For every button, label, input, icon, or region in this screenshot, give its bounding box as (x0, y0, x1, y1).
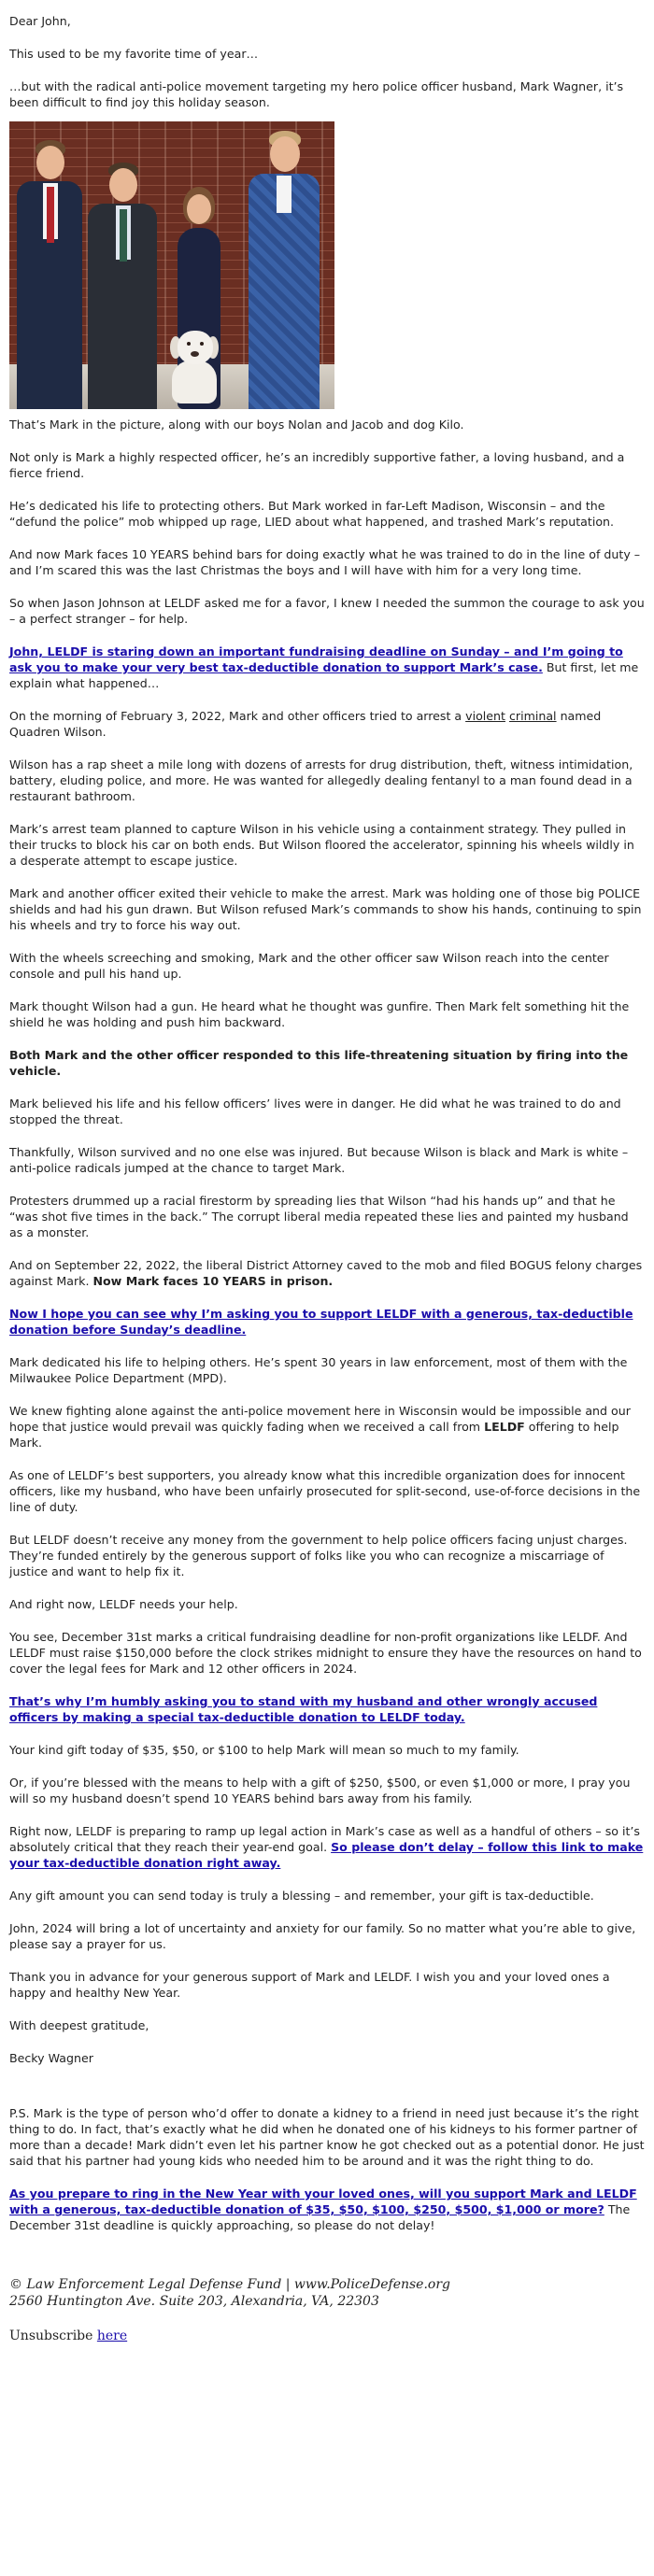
donate-link[interactable]: As you prepare to ring in the New Year with your loved ones, will you support Mark and LELDF with a generous, tax-deductible donation of $35, $50, $100, $250, $500, $1,000 or more? (9, 2187, 637, 2216)
unsubscribe-line: Unsubscribe here (9, 2328, 128, 2343)
footer-address: 2560 Huntington Ave. Suite 203, Alexandria, VA, 22303 (9, 2294, 379, 2309)
greeting: Dear John, (9, 14, 71, 28)
paragraph: Mark and another officer exited their vehicle to make the arrest. Mark was holding one of those big POLICE shields and had his gun drawn. But Wilson refused Mark’s commands to show his hands, continuing to spin his wheels and try to force his way out. (9, 886, 642, 932)
paragraph: Any gift amount you can send today is truly a blessing – and remember, your gift is tax-deductible. (9, 1889, 594, 1903)
paragraph: But LELDF doesn’t receive any money from the government to help police officers facing unjust charges. They’re funded entirely by the generous support of folks like you who can recognize a miscarriage of justice and want to help fix it. (9, 1533, 628, 1578)
photo-caption: That’s Mark in the picture, along with our boys Nolan and Jacob and dog Kilo. (9, 418, 464, 432)
unsubscribe-link[interactable]: here (96, 2328, 128, 2343)
footer (9, 2276, 645, 2310)
closing: With deepest gratitude, (9, 2018, 149, 2032)
paragraph: Mark dedicated his life to helping others. He’s spent 30 years in law enforcement, most of them with the Milwaukee Police Department (MPD). (9, 1355, 628, 1385)
paragraph: John, LELDF is staring down an important fundraising deadline on Sunday – and I’m going to ask you to make your very best tax-deductible donation to support Mark’s case. But first, let me explain what happened… (9, 644, 639, 690)
paragraph: Mark believed his life and his fellow officers’ lives were in danger. He did what he was trained to do and stopped the threat. (9, 1097, 621, 1126)
intro-paragraph: This used to be my favorite time of year… (9, 47, 259, 61)
postscript: P.S. Mark is the type of person who’d offer to donate a kidney to a friend in need just because it’s the right thing to do. In fact, that’s exactly what he did when he donated one of his kidneys to his former partner of more than a decade! Mark didn’t even let his partner know he got checked out as a potential donor. He just said that his partner had young kids who needed him to be around and it was the right thing to do. (9, 2106, 645, 2168)
paragraph: You see, December 31st marks a critical fundraising deadline for non-profit organizations like LELDF. And LELDF must raise $150,000 before the clock strikes midnight to ensure they have the resources on hand to cover the legal fees for Mark and 12 other officers in 2024. (9, 1630, 642, 1676)
donate-link[interactable]: Now I hope you can see why I’m asking you to support LELDF with a generous, tax-deductible donation before Sunday’s deadline. (9, 1307, 633, 1337)
bold-paragraph: Both Mark and the other officer responded to this life-threatening situation by firing into the vehicle. (9, 1048, 629, 1078)
donate-link[interactable]: So please don’t delay – follow this link to make your tax-deductible donation right away. (9, 1840, 644, 1870)
paragraph: Wilson has a rap sheet a mile long with dozens of arrests for drug distribution, theft, witness intimidation, battery, eluding police, and more. He was wanted for allegedly dealing fentanyl to a man found dead in a restaurant bathroom. (9, 757, 633, 803)
paragraph: On the morning of February 3, 2022, Mark and other officers tried to arrest a violent criminal named Quadren Wilson. (9, 709, 602, 739)
paragraph: As you prepare to ring in the New Year with your loved ones, will you support Mark and LELDF with a generous, tax-deductible donation of $35, $50, $100, $250, $500, $1,000 or more? The December 31st deadline is quickly approaching, so please do not delay! (9, 2187, 637, 2232)
paragraph: With the wheels screeching and smoking, Mark and the other officer saw Wilson reach into the center console and pull his hand up. (9, 951, 609, 981)
paragraph: Protesters drummed up a racial firestorm by spreading lies that Wilson “had his hands up” and that he “was shot five times in the back.” The corrupt liberal media repeated these lies and painted my husband as a monster. (9, 1194, 629, 1239)
person-figure (15, 136, 84, 409)
paragraph: And now Mark faces 10 YEARS behind bars for doing exactly what he was trained to do in the line of duty – and I’m scared this was the last Christmas the boys and I will have with him for a very long time. (9, 547, 641, 577)
person-figure (86, 157, 159, 409)
paragraph: And on September 22, 2022, the liberal District Attorney caved to the mob and filed BOGUS felony charges against Mark. Now Mark faces 10 YEARS in prison. (9, 1258, 643, 1288)
paragraph: Your kind gift today of $35, $50, or $100 to help Mark will mean so much to my family. (9, 1743, 519, 1757)
paragraph: And right now, LELDF needs your help. (9, 1597, 238, 1611)
intro-paragraph-2: …but with the radical anti-police movement targeting my hero police officer husband, Mark Wagner, it’s been difficult to find joy this holiday season. (9, 79, 624, 109)
signature: Becky Wagner (9, 2051, 93, 2065)
paragraph: John, 2024 will bring a lot of uncertainty and anxiety for our family. So no matter what you’re able to give, please say a prayer for us. (9, 1921, 636, 1951)
paragraph: We knew fighting alone against the anti-police movement here in Wisconsin would be impossible and our hope that justice would prevail was quickly fading when we received a call from LELDF offering to help Mark. (9, 1404, 631, 1450)
donate-link[interactable]: John, LELDF is staring down an important fundraising deadline on Sunday – and I’m going to ask you to make your very best tax-deductible donation to support Mark’s case. (9, 644, 623, 674)
paragraph: Mark thought Wilson had a gun. He heard what he thought was gunfire. Then Mark felt something hit the shield he was holding and push him backward. (9, 999, 630, 1029)
paragraph: So when Jason Johnson at LELDF asked me for a favor, I knew I needed the summon the courage to ask you – a perfect stranger – for help. (9, 596, 645, 626)
paragraph: Right now, LELDF is preparing to ramp up legal action in Mark’s case as well as a handful of others – so it’s absolutely critical that they reach their year-end goal. So please don’t delay – follow this link to make your tax-deductible donation right away. (9, 1824, 644, 1870)
paragraph: Thankfully, Wilson survived and no one else was injured. But because Wilson is black and Mark is white – anti-police radicals jumped at the chance to target Mark. (9, 1145, 629, 1175)
paragraph (9, 1693, 645, 1725)
paragraph (9, 1306, 645, 1338)
paragraph: Or, if you’re blessed with the means to help with a gift of $250, $500, or even $1,000 or more, I pray you will so my husband doesn’t spend 10 YEARS behind bars away from his family. (9, 1776, 631, 1805)
dog-figure (164, 331, 224, 403)
family-photo (9, 121, 334, 409)
paragraph: As one of LELDF’s best supporters, you already know what this incredible organization does for innocent officers, like my husband, who have been unfairly prosecuted for split-second, use-of-force decisions in the line of duty. (9, 1468, 641, 1514)
paragraph: Not only is Mark a highly respected officer, he’s an incredibly supportive father, a loving husband, and a fierce friend. (9, 450, 625, 480)
person-figure (245, 129, 321, 409)
paragraph: Mark’s arrest team planned to capture Wilson in his vehicle using a containment strategy. They pulled in their trucks to block his car on both ends. But Wilson floored the accelerator, spinning his wheels wildly in a desperate attempt to escape justice. (9, 822, 634, 868)
paragraph: Thank you in advance for your generous support of Mark and LELDF. I wish you and your loved ones a happy and healthy New Year. (9, 1970, 610, 2000)
footer-copyright: © Law Enforcement Legal Defense Fund | www.PoliceDefense.org (9, 2277, 451, 2292)
paragraph: He’s dedicated his life to protecting others. But Mark worked in far-Left Madison, Wisconsin – and the “defund the police” mob whipped up rage, LIED about what happened, and trashed Mark’s reputation. (9, 499, 615, 529)
donate-link[interactable]: That’s why I’m humbly asking you to stand with my husband and other wrongly accused officers by making a special tax-deductible donation to LELDF today. (9, 1694, 598, 1724)
